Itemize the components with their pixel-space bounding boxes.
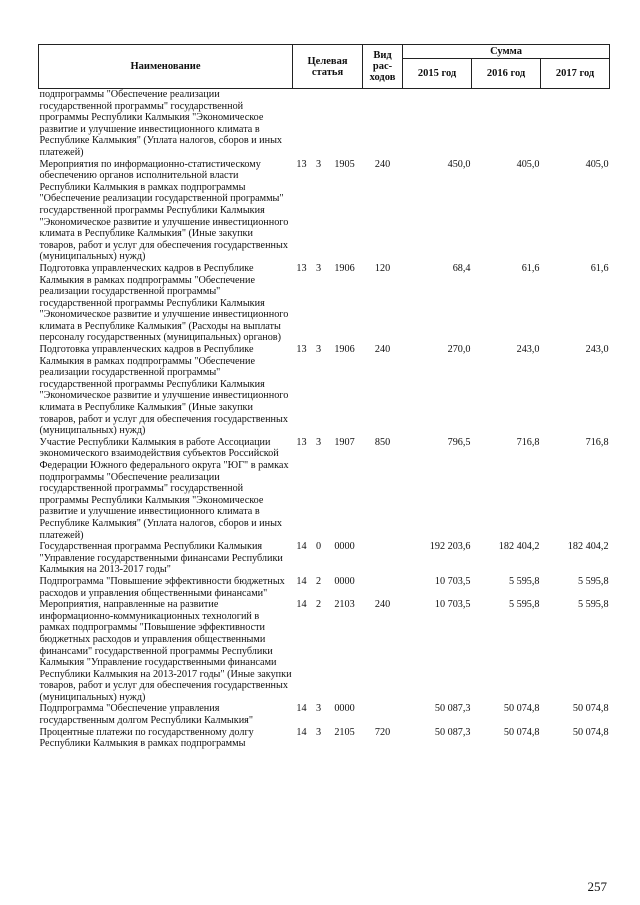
header-year-2015: 2015 год: [403, 59, 472, 89]
page-number: 257: [587, 879, 607, 894]
header-target-article: Целевая статья: [293, 45, 363, 89]
expense-kind: [363, 703, 403, 726]
table-row: [39, 703, 610, 726]
row-name: Мероприятия по информационно-статистическому обеспечению органов исполнительной власти Республики Калмыкия в рамках подпрограммы "Обеспечение реализации государственной программы" государственной программы Республики Калмыкия "Экономическое развитие и улучшение инвестиционного климата в Республике Калмыкия" (Иные закупки товаров, работ и услуг для обеспечения государственных (муниципальных) нужд): [39, 158, 289, 263]
code-subprogram: 3: [315, 726, 322, 738]
code-direction: 2105: [334, 726, 355, 738]
code-direction: 1905: [334, 158, 355, 170]
amount-2015: 50 087,3: [434, 703, 471, 715]
code-program: 14: [296, 575, 307, 587]
amount-2016: 61,6: [521, 262, 540, 274]
amount-2017: 5 595,8: [577, 575, 609, 587]
code-program: 14: [296, 726, 307, 738]
row-name: Процентные платежи по государственному долгу Республики Калмыкия в рамках подпрограммы: [39, 726, 254, 750]
amount-2015: 50 087,3: [434, 726, 471, 738]
code-subprogram: 3: [315, 158, 322, 170]
amount-2015: 796,5: [447, 436, 471, 448]
table-row: [39, 159, 610, 263]
expense-kind: 720: [374, 726, 391, 738]
code-subprogram: 3: [315, 703, 322, 715]
code-subprogram: 3: [315, 262, 322, 274]
amount-2017: 716,8: [585, 436, 609, 448]
code-program: 14: [296, 703, 307, 715]
header-expense-kind: Вид рас-ходов: [363, 45, 403, 89]
table-row: [39, 263, 610, 344]
amount-2017: 61,6: [590, 262, 609, 274]
amount-2017: 182 404,2: [567, 541, 609, 553]
header-sum: Сумма: [403, 45, 610, 59]
expense-kind: 240: [374, 599, 391, 611]
budget-table: [38, 44, 610, 750]
code-direction: 1906: [334, 344, 355, 356]
header-year-2016: 2016 год: [472, 59, 541, 89]
expense-kind: [363, 576, 403, 599]
amount-2017: 405,0: [585, 158, 609, 170]
table-row: [39, 344, 610, 437]
code-subprogram: 2: [315, 575, 322, 587]
amount-2017: 50 074,8: [572, 726, 609, 738]
expense-kind: 850: [374, 436, 391, 448]
table-row: [39, 437, 610, 541]
header-name: Наименование: [39, 45, 293, 89]
amount-2016: 182 404,2: [498, 541, 540, 553]
amount-2015: 10 703,5: [434, 575, 471, 587]
code-direction: 0000: [334, 541, 355, 553]
code-direction: 0000: [334, 703, 355, 715]
code-subprogram: 3: [315, 436, 322, 448]
row-name: Подпрограмма "Обеспечение управления государственным долгом Республики Калмыкия": [39, 703, 253, 727]
amount-2017: 50 074,8: [572, 703, 609, 715]
code-program: [293, 89, 311, 159]
row-name: подпрограммы "Обеспечение реализации государственной программы" государственной программы Республики Калмыкия "Экономическое развитие и улучшение инвестиционного климата в Республике Калмыкия" (Уплата налогов, сборов и иных платежей): [39, 89, 283, 158]
row-name: Участие Республики Калмыкия в работе Ассоциации экономического взаимодействия субъектов Российской Федерации Южного федерального округа "ЮГ" в рамках подпрограммы "Обеспечение реализации государственной программы" государственной программы Республики Калмыкия "Экономическое развитие и улучшение инвестиционного климата в Республике Калмыкия" (Уплата налогов, сборов и иных платежей): [39, 436, 289, 541]
table-row: [39, 599, 610, 703]
row-name: Мероприятия, направленные на развитие информационно-коммуникационных технологий в рамках подпрограммы "Повышение эффективности бюджетных расходов и управления общественными финансами" государственной программы Республики Калмыкия "Управление государственными финансами Республики Калмыкия на 2013-2017 годы" (Иные закупки товаров, работ и услуг для обеспечения государственных (муниципальных) нужд): [39, 599, 292, 703]
code-direction: [327, 89, 363, 159]
row-name: Подпрограмма "Повышение эффективности бюджетных расходов и управления общественными финансами": [39, 575, 285, 599]
table-row: [39, 576, 610, 599]
amount-2016: 716,8: [516, 436, 540, 448]
amount-2016: 243,0: [516, 344, 540, 356]
amount-2015: 10 703,5: [434, 599, 471, 611]
amount-2017: 5 595,8: [577, 599, 609, 611]
amount-2015: 270,0: [447, 344, 471, 356]
row-name: Подготовка управленческих кадров в Республике Калмыкия в рамках подпрограммы "Обеспечение реализации государственной программы" государственной программы Республики Калмыкия "Экономическое развитие и улучшение инвестиционного климата в Республике Калмыкия" (Расходы на выплаты персоналу государственных (муниципальных) органов): [39, 262, 289, 344]
amount-2015: [403, 89, 472, 159]
amount-2015: 192 203,6: [429, 541, 471, 553]
amount-2016: 5 595,8: [508, 599, 540, 611]
code-direction: 2103: [334, 599, 355, 611]
code-program: 13: [296, 158, 307, 170]
code-direction: 0000: [334, 575, 355, 587]
code-subprogram: [311, 89, 327, 159]
amount-2016: 5 595,8: [508, 575, 540, 587]
amount-2016: [472, 89, 541, 159]
amount-2017: 243,0: [585, 344, 609, 356]
code-direction: 1906: [334, 262, 355, 274]
table-row: [39, 541, 610, 576]
expense-kind: 120: [374, 262, 391, 274]
header-year-2017: 2017 год: [541, 59, 610, 89]
expense-kind: 240: [374, 158, 391, 170]
amount-2016: 50 074,8: [503, 703, 540, 715]
expense-kind: 240: [374, 344, 391, 356]
code-program: 14: [296, 541, 307, 553]
code-subprogram: 0: [315, 541, 322, 553]
amount-2015: 68,4: [452, 262, 471, 274]
amount-2015: 450,0: [447, 158, 471, 170]
code-program: 13: [296, 262, 307, 274]
row-name: Государственная программа Республики Калмыкия "Управление государственными финансами Республики Калмыкия на 2013-2017 годы": [39, 541, 283, 576]
amount-2017: [541, 89, 610, 159]
row-name: Подготовка управленческих кадров в Республике Калмыкия в рамках подпрограммы "Обеспечение реализации государственной программы" государственной программы Республики Калмыкия "Экономическое развитие и улучшение инвестиционного климата в Республике Калмыкия" (Иные закупки товаров, работ и услуг для обеспечения государственных (муниципальных) нужд): [39, 344, 289, 437]
table-row: [39, 727, 610, 750]
table-header: [39, 45, 610, 89]
amount-2016: 405,0: [516, 158, 540, 170]
code-program: 13: [296, 436, 307, 448]
expense-kind: [363, 541, 403, 576]
code-subprogram: 2: [315, 599, 322, 611]
amount-2016: 50 074,8: [503, 726, 540, 738]
code-subprogram: 3: [315, 344, 322, 356]
table-body: [39, 89, 610, 750]
expense-kind: [363, 89, 403, 159]
code-program: 13: [296, 344, 307, 356]
code-direction: 1907: [334, 436, 355, 448]
table-row: [39, 89, 610, 159]
code-program: 14: [296, 599, 307, 611]
